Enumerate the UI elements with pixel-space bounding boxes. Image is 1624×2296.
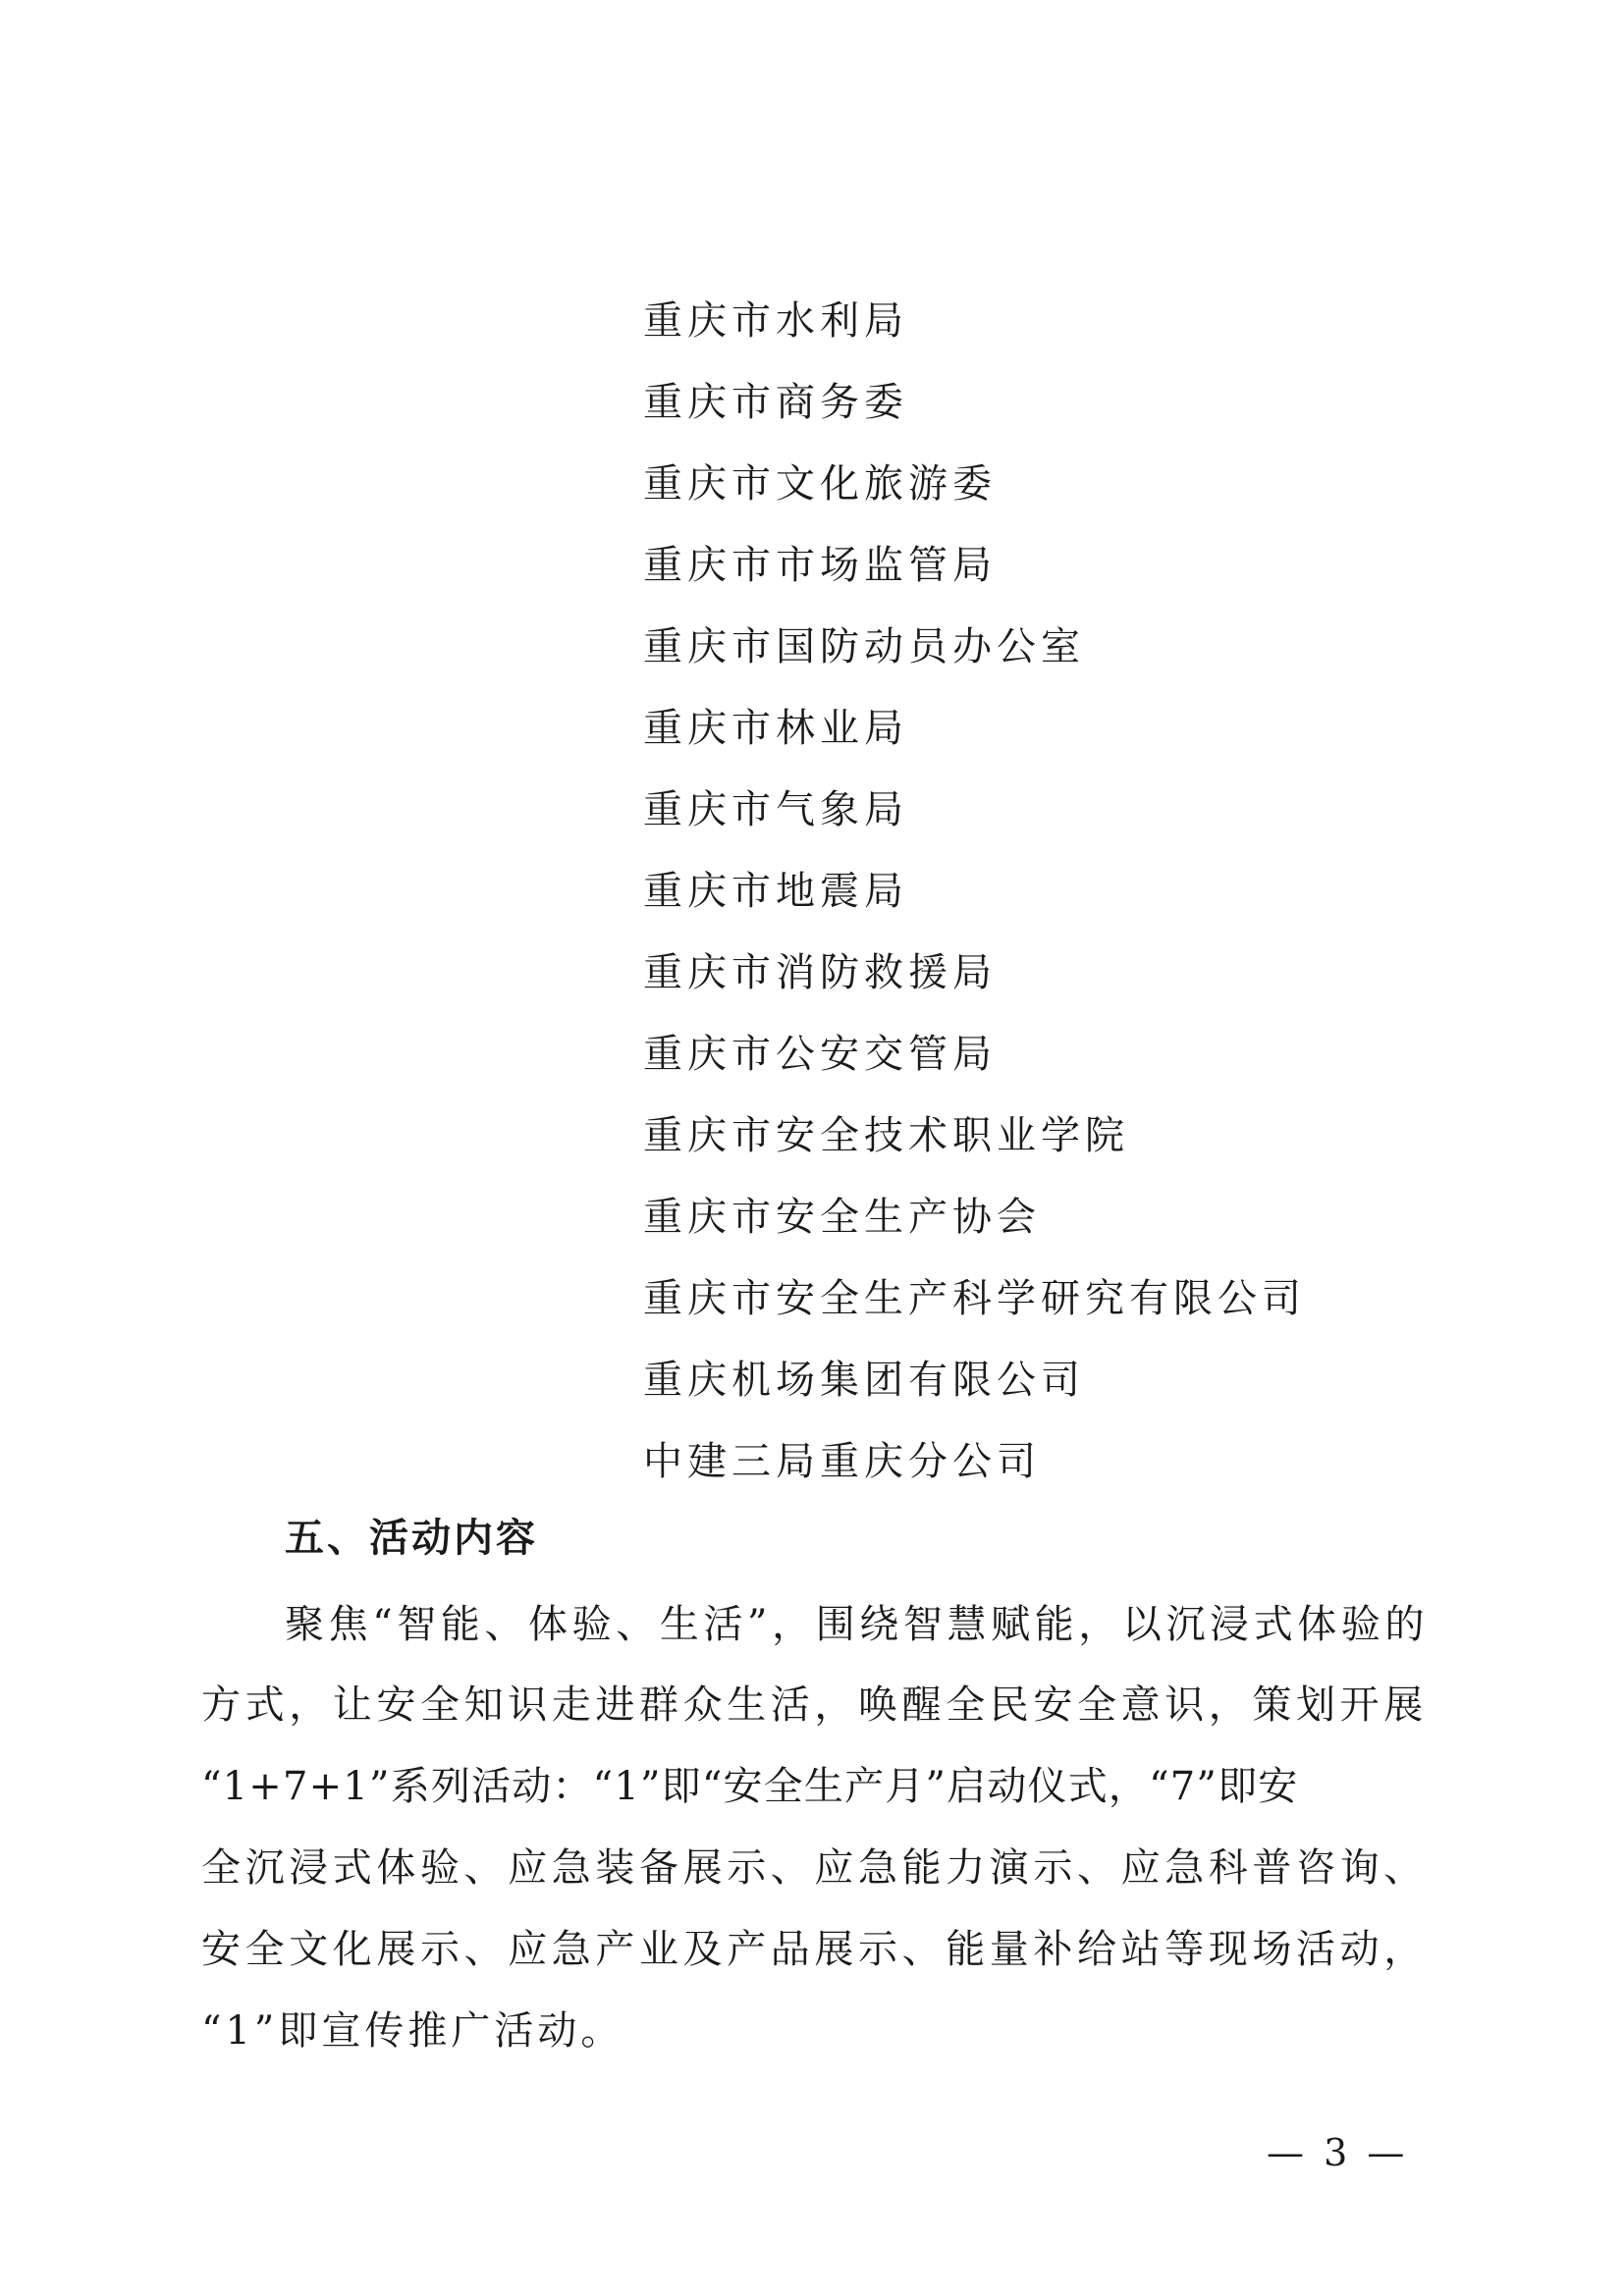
paragraph-line: “1”即宣传推广活动。 <box>201 2008 624 2054</box>
organization-item: 重庆市地震局 <box>643 869 908 914</box>
organization-item: 中建三局重庆分公司 <box>643 1439 1041 1484</box>
organization-list <box>643 287 1306 1509</box>
organization-item: 重庆市气象局 <box>643 787 908 832</box>
organization-item: 重庆市文化旅游委 <box>643 461 997 507</box>
paragraph-line: 安全文化展示、应急产业及产品展示、能量补给站等现场活动， <box>201 1927 1428 1972</box>
page-number: — 3 — <box>1267 2131 1409 2174</box>
organization-item: 重庆机场集团有限公司 <box>643 1358 1085 1403</box>
paragraph-line: 方式，让安全知识走进群众生活，唤醒全民安全意识，策划开展 <box>201 1682 1428 1728</box>
paragraph-line: 聚焦“智能、体验、生活”，围绕智慧赋能，以沉浸式体验的 <box>285 1602 1430 1647</box>
organization-item: 重庆市商务委 <box>643 380 908 425</box>
organization-item: 重庆市市场监管局 <box>643 543 997 588</box>
organization-item: 重庆市林业局 <box>643 706 908 751</box>
paragraph-line: “1+7+1”系列活动：“1”即“安全生产月”启动仪式，“7”即安 <box>201 1764 1299 1809</box>
organization-item: 重庆市安全生产科学研究有限公司 <box>643 1276 1306 1321</box>
section-heading: 五、活动内容 <box>285 1516 538 1561</box>
paragraph-line: 全沉浸式体验、应急装备展示、应急能力演示、应急科普咨询、 <box>201 1845 1428 1891</box>
organization-item: 重庆市消防救援局 <box>643 950 997 995</box>
organization-item: 重庆市安全技术职业学院 <box>643 1113 1129 1158</box>
organization-item: 重庆市国防动员办公室 <box>643 624 1085 669</box>
organization-item: 重庆市公安交管局 <box>643 1032 997 1077</box>
organization-item: 重庆市水利局 <box>643 298 908 344</box>
organization-item: 重庆市安全生产协会 <box>643 1195 1041 1240</box>
